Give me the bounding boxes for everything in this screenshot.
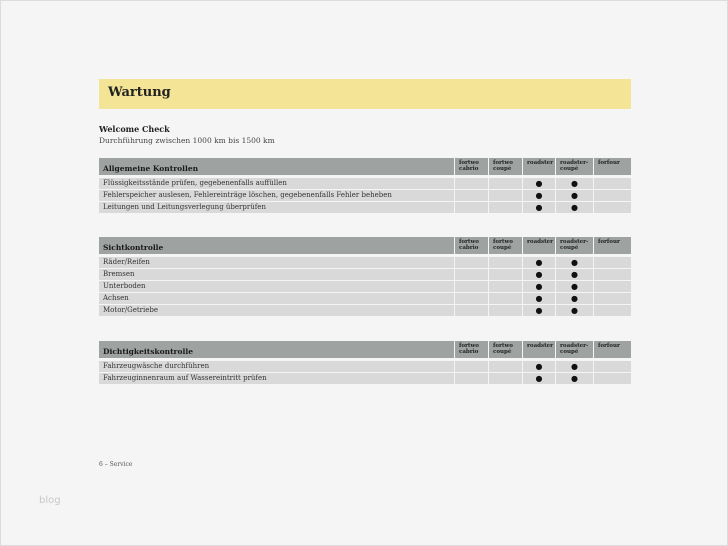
column-header <box>454 237 488 254</box>
empty-cell <box>593 202 626 213</box>
table-row <box>99 373 631 384</box>
column-header-line: forfour <box>598 343 620 349</box>
column-header-line: coupé <box>493 245 512 251</box>
column-header-line: fortwo <box>459 343 479 349</box>
column-header <box>555 158 593 175</box>
table-row <box>99 305 631 316</box>
check-bullet: ● <box>555 190 593 201</box>
header-gap <box>99 254 631 256</box>
intro-subheading: Durchführung zwischen 1000 km bis 1500 km <box>99 136 275 145</box>
empty-cell <box>593 178 626 189</box>
column-header <box>522 237 555 254</box>
empty-cell <box>593 257 626 268</box>
column-header-line: coupé <box>493 166 512 172</box>
column-header-line: roadster <box>527 343 554 349</box>
check-bullet: ● <box>555 202 593 213</box>
empty-cell <box>488 293 522 304</box>
section-table <box>99 341 631 384</box>
check-bullet: ● <box>522 281 555 292</box>
column-header-line: fortwo <box>493 239 513 245</box>
empty-cell <box>488 281 522 292</box>
check-bullet: ● <box>555 293 593 304</box>
empty-cell <box>593 373 626 384</box>
check-bullet: ● <box>522 257 555 268</box>
check-bullet: ● <box>522 305 555 316</box>
column-header <box>593 158 626 175</box>
column-header-line: forfour <box>598 160 620 166</box>
column-header <box>522 341 555 358</box>
section-title: Allgemeine Kontrollen <box>103 164 199 173</box>
check-bullet: ● <box>522 293 555 304</box>
check-bullet: ● <box>555 373 593 384</box>
empty-cell <box>488 373 522 384</box>
empty-cell <box>488 190 522 201</box>
empty-cell <box>488 269 522 280</box>
header-gap <box>99 175 631 177</box>
table-row <box>99 257 631 268</box>
check-bullet: ● <box>555 269 593 280</box>
empty-cell <box>488 305 522 316</box>
row-label: Unterboden <box>103 282 146 290</box>
column-header-line: cabrio <box>459 166 479 172</box>
table-header <box>99 237 631 254</box>
column-header <box>454 341 488 358</box>
check-bullet: ● <box>555 281 593 292</box>
check-bullet: ● <box>522 361 555 372</box>
column-header <box>454 158 488 175</box>
empty-cell <box>593 281 626 292</box>
check-bullet: ● <box>555 361 593 372</box>
column-header <box>555 237 593 254</box>
section-title: Sichtkontrolle <box>103 243 164 252</box>
empty-cell <box>488 257 522 268</box>
empty-cell <box>454 202 488 213</box>
table-row <box>99 269 631 280</box>
empty-cell <box>593 361 626 372</box>
row-label: Motor/Getriebe <box>103 306 159 314</box>
empty-cell <box>454 257 488 268</box>
empty-cell <box>454 190 488 201</box>
empty-cell <box>454 373 488 384</box>
check-bullet: ● <box>555 178 593 189</box>
column-header-line: fortwo <box>459 239 479 245</box>
empty-cell <box>488 361 522 372</box>
column-header-line: cabrio <box>459 245 479 251</box>
column-header <box>593 237 626 254</box>
row-label: Fahrzeugwäsche durchführen <box>103 362 210 370</box>
empty-cell <box>454 281 488 292</box>
empty-cell <box>593 305 626 316</box>
empty-cell <box>454 269 488 280</box>
section-table <box>99 158 631 213</box>
intro-block <box>99 124 275 145</box>
empty-cell <box>488 202 522 213</box>
row-label: Leitungen und Leitungsverlegung überprüfen <box>103 203 266 211</box>
row-label: Fehlerspeicher auslesen, Fehlereinträge löschen, gegebenenfalls Fehler beheben <box>103 191 392 199</box>
column-header <box>522 158 555 175</box>
row-label: Fahrzeuginnenraum auf Wassereintritt prüfen <box>103 374 267 382</box>
check-bullet: ● <box>522 190 555 201</box>
column-header-line: fortwo <box>459 160 479 166</box>
column-header-line: roadster- <box>560 343 589 349</box>
column-header-line: roadster- <box>560 239 589 245</box>
page-title: Wartung <box>108 85 171 100</box>
empty-cell <box>454 178 488 189</box>
check-bullet: ● <box>555 257 593 268</box>
table-header <box>99 158 631 175</box>
section-table <box>99 237 631 316</box>
column-header <box>488 341 522 358</box>
row-label: Räder/Reifen <box>103 258 150 266</box>
empty-cell <box>593 293 626 304</box>
row-label: Bremsen <box>103 270 135 278</box>
empty-cell <box>593 269 626 280</box>
section-title: Dichtigkeitskontrolle <box>103 347 193 356</box>
check-bullet: ● <box>555 305 593 316</box>
table-row <box>99 281 631 292</box>
column-header-line: fortwo <box>493 160 513 166</box>
column-header-line: coupé <box>560 349 579 355</box>
table-row <box>99 178 631 189</box>
empty-cell <box>454 305 488 316</box>
column-header-line: roadster <box>527 160 554 166</box>
column-header-line: coupé <box>560 166 579 172</box>
column-header-line: roadster- <box>560 160 589 166</box>
table-row <box>99 361 631 372</box>
column-header <box>555 341 593 358</box>
watermark: blog <box>39 495 61 506</box>
check-bullet: ● <box>522 373 555 384</box>
empty-cell <box>488 178 522 189</box>
column-header-line: coupé <box>493 349 512 355</box>
table-row <box>99 202 631 213</box>
table-header <box>99 341 631 358</box>
column-header <box>593 341 626 358</box>
check-bullet: ● <box>522 178 555 189</box>
column-header <box>488 237 522 254</box>
header-gap <box>99 358 631 360</box>
column-header <box>488 158 522 175</box>
empty-cell <box>593 190 626 201</box>
empty-cell <box>454 293 488 304</box>
empty-cell <box>454 361 488 372</box>
column-header-line: coupé <box>560 245 579 251</box>
check-bullet: ● <box>522 202 555 213</box>
page-footer: 6 – Service <box>99 461 133 468</box>
table-row <box>99 190 631 201</box>
column-header-line: roadster <box>527 239 554 245</box>
column-header-line: fortwo <box>493 343 513 349</box>
column-header-line: forfour <box>598 239 620 245</box>
row-label: Achsen <box>103 294 129 302</box>
intro-heading: Welcome Check <box>99 124 170 134</box>
row-label: Flüssigkeitsstände prüfen, gegebenenfalls auffüllen <box>103 179 287 187</box>
table-row <box>99 293 631 304</box>
check-bullet: ● <box>522 269 555 280</box>
title-bar <box>99 79 631 109</box>
column-header-line: cabrio <box>459 349 479 355</box>
